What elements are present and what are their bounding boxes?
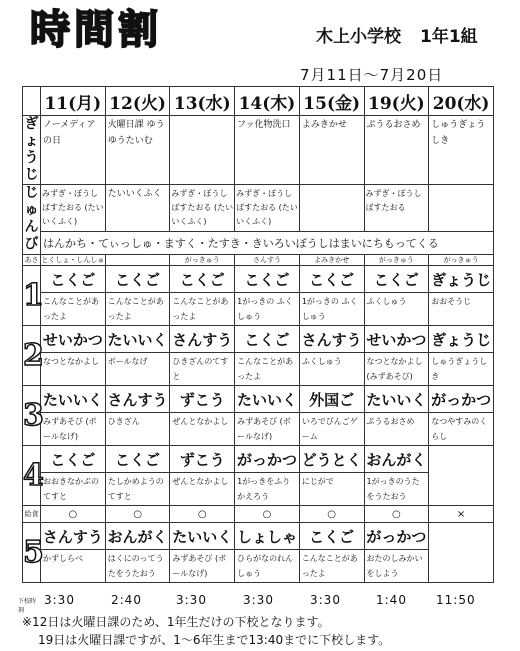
detail: おおきなかぶのてすと [41, 473, 106, 506]
timetable [22, 86, 494, 583]
period-subject-row [23, 266, 494, 293]
detail: みずあそび (ボールなげ) [170, 550, 235, 583]
detail: ぜんとなかよし [170, 473, 235, 506]
period-detail-row [23, 473, 494, 506]
asa-cell: さんすう [235, 255, 300, 266]
asa-label: あさ [24, 256, 39, 264]
geko-label: 下校時刻 [18, 598, 37, 614]
day-header: 14(木) [235, 87, 300, 116]
period-number: 2 [23, 326, 41, 386]
subject: がっかつ [364, 523, 429, 550]
subject: せいかつ [364, 326, 429, 353]
geko-time: 2:40 [111, 593, 142, 607]
period-subject-row [23, 446, 494, 473]
subject: こくご [299, 523, 364, 550]
detail: おたのしみかいをしよう [364, 550, 429, 583]
subject: こくご [235, 266, 300, 293]
day-header: 19(火) [364, 87, 429, 116]
page-title: 時間割 [30, 6, 162, 53]
period-subject-row [23, 326, 494, 353]
subject: さんすう [170, 326, 235, 353]
period-detail-row [23, 353, 494, 386]
geko-row [18, 593, 518, 614]
detail: みずあそび (ボールなげ) [235, 413, 300, 446]
detail: こんなことがあったよ [299, 550, 364, 583]
detail: しゅうぎょうしき [429, 353, 494, 386]
date-range: 7月11日〜7月20日 [300, 66, 444, 84]
kyushoku-cell: ○ [299, 506, 364, 523]
gyouji-cell [170, 116, 235, 185]
detail: たしかめようのてすと [105, 473, 170, 506]
gyouji-cell: よみきかせ [299, 116, 364, 185]
subject: がっかつ [235, 446, 300, 473]
detail: かずしらべ [41, 550, 106, 583]
subject: ぎょうじ [429, 266, 494, 293]
geko-time: 3:30 [243, 593, 274, 607]
subject [429, 523, 494, 583]
detail: ふくしゅう [299, 353, 364, 386]
junbi-row [23, 185, 494, 232]
header [0, 0, 520, 62]
gyouji-row [23, 116, 494, 185]
gyouji-cell: フッ化物洗口 [235, 116, 300, 185]
subject: こくご [105, 266, 170, 293]
detail: ふくしゅう [364, 293, 429, 326]
subject: ぎょうじ [429, 326, 494, 353]
geko-time: 3:30 [176, 593, 207, 607]
corner-cell [23, 87, 41, 116]
junbi-cell [429, 185, 494, 232]
junbi-cell: たいいくふく [105, 185, 170, 232]
junbi-cell: みずぎ・ぼうしばすたおる (たいいくふく) [235, 185, 300, 232]
asa-cell: とくしょ・しんしゅ [41, 256, 105, 264]
kyushoku-cell: ○ [235, 506, 300, 523]
detail: こんなことがあったよ [105, 293, 170, 326]
kyushoku-row [23, 506, 494, 523]
kyushoku-cell: × [429, 506, 494, 523]
geko-time: 1:40 [376, 593, 407, 607]
junbi-note-row [23, 232, 494, 255]
junbi-cell: みずぎ・ぼうしばすたおる [364, 185, 429, 232]
subject: ずこう [170, 386, 235, 413]
geko-time: 3:30 [44, 593, 75, 607]
detail: にじがで [299, 473, 364, 506]
period-subject-row [23, 523, 494, 550]
asa-cell [105, 255, 170, 266]
junbi-label: じ ゅ ん び [23, 185, 41, 255]
detail: ぷうるおさめ [364, 413, 429, 446]
detail: 1がっきの ふくしゅう [235, 293, 300, 326]
footnote: ※12日は火曜日課のため、1年生だけの下校となります。 [22, 615, 330, 629]
detail: なつとなかよし [41, 353, 106, 386]
asa-row [23, 255, 494, 266]
subject: たいいく [364, 386, 429, 413]
detail: こんなことがあったよ [41, 293, 106, 326]
asa-cell: よみきかせ [299, 255, 364, 266]
subject: さんすう [105, 386, 170, 413]
geko-time: 11:50 [436, 593, 476, 607]
subject [429, 446, 494, 506]
day-header: 13(水) [170, 87, 235, 116]
day-header-row [23, 87, 494, 116]
subject: たいいく [41, 386, 106, 413]
subject: たいいく [170, 523, 235, 550]
junbi-cell: みずぎ・ぼうしばすたおる (たいいくふく) [170, 185, 235, 232]
detail: いろでびんごゲーム [299, 413, 364, 446]
detail: ひらがなのれんしゅう [235, 550, 300, 583]
day-header: 12(火) [105, 87, 170, 116]
gyouji-cell: ノーメディアの日 [41, 116, 106, 185]
asa-cell: がっきゅう [170, 255, 235, 266]
detail: ひきざん [105, 413, 170, 446]
subject: こくご [299, 266, 364, 293]
period-subject-row [23, 386, 494, 413]
class-name: 1年1組 [420, 27, 478, 47]
period-number: 3 [23, 386, 41, 446]
subject: せいかつ [41, 326, 106, 353]
detail: ひきざんのてすと [170, 353, 235, 386]
detail: なつやすみのくらし [429, 413, 494, 446]
subject: おんがく [105, 523, 170, 550]
subject: こくご [41, 266, 106, 293]
detail: みずあそび (ボールなげ) [41, 413, 106, 446]
subject: こくご [105, 446, 170, 473]
kyushoku-cell: ○ [41, 506, 106, 523]
detail: こんなことがあったよ [170, 293, 235, 326]
detail: なつとなかよし (みずあそび) [364, 353, 429, 386]
period-number: 1 [23, 266, 41, 326]
kyushoku-cell: ○ [105, 506, 170, 523]
detail: 1がっきのうたをうたおう [364, 473, 429, 506]
detail: ぜんとなかよし [170, 413, 235, 446]
subject: こくご [41, 446, 106, 473]
geko-time: 3:30 [310, 593, 341, 607]
subject: さんすう [41, 523, 106, 550]
subject: たいいく [235, 386, 300, 413]
day-header: 11(月) [41, 87, 106, 116]
gyouji-cell: 火曜日課 ゆうゆうたいむ [105, 116, 170, 185]
period-number: 5 [23, 523, 41, 583]
detail: 1がっきの ふくしゅう [299, 293, 364, 326]
subject: たいいく [105, 326, 170, 353]
kyushoku-label: 給食 [23, 506, 41, 523]
asa-cell: がっきゅう [429, 255, 494, 266]
junbi-cell: みずぎ・ぼうしばすたおる (たいいくふく) [41, 185, 106, 232]
detail: おおそうじ [429, 293, 494, 326]
subject: がっかつ [429, 386, 494, 413]
kyushoku-cell: ○ [170, 506, 235, 523]
subject: しょしゃ [235, 523, 300, 550]
gyouji-label: ぎ ょ う じ [24, 116, 39, 183]
subject: おんがく [364, 446, 429, 473]
day-header: 20(水) [429, 87, 494, 116]
subject: こくご [170, 266, 235, 293]
gyouji-cell: しゅうぎょうしき [429, 116, 494, 185]
period-detail-row [23, 413, 494, 446]
subject: こくご [235, 326, 300, 353]
kyushoku-cell: ○ [364, 506, 429, 523]
asa-cell: がっきゅう [364, 255, 429, 266]
period-detail-row [23, 293, 494, 326]
detail: はくにのってうたをうたおう [105, 550, 170, 583]
subject: どうとく [299, 446, 364, 473]
gyouji-cell: ぷうるおさめ [364, 116, 429, 185]
junbi-cell [299, 185, 364, 232]
subject: こくご [364, 266, 429, 293]
subject: 外国ご [299, 386, 364, 413]
footnote: 19日は火曜日課ですが、1〜6年生まで13:40までに下校します。 [38, 633, 391, 647]
detail: こんなことがあったよ [235, 353, 300, 386]
subject: ずこう [170, 446, 235, 473]
period-detail-row [23, 550, 494, 583]
detail: ボールなげ [105, 353, 170, 386]
school-name: 木上小学校 [316, 27, 401, 47]
detail: 1がっきをふりかえろう [235, 473, 300, 506]
day-header: 15(金) [299, 87, 364, 116]
subject: さんすう [299, 326, 364, 353]
period-number: 4 [23, 446, 41, 506]
junbi-note: はんかち・てぃっしゅ・ますく・たすき・きいろいぼうしはまいにちもってくる [41, 232, 494, 255]
